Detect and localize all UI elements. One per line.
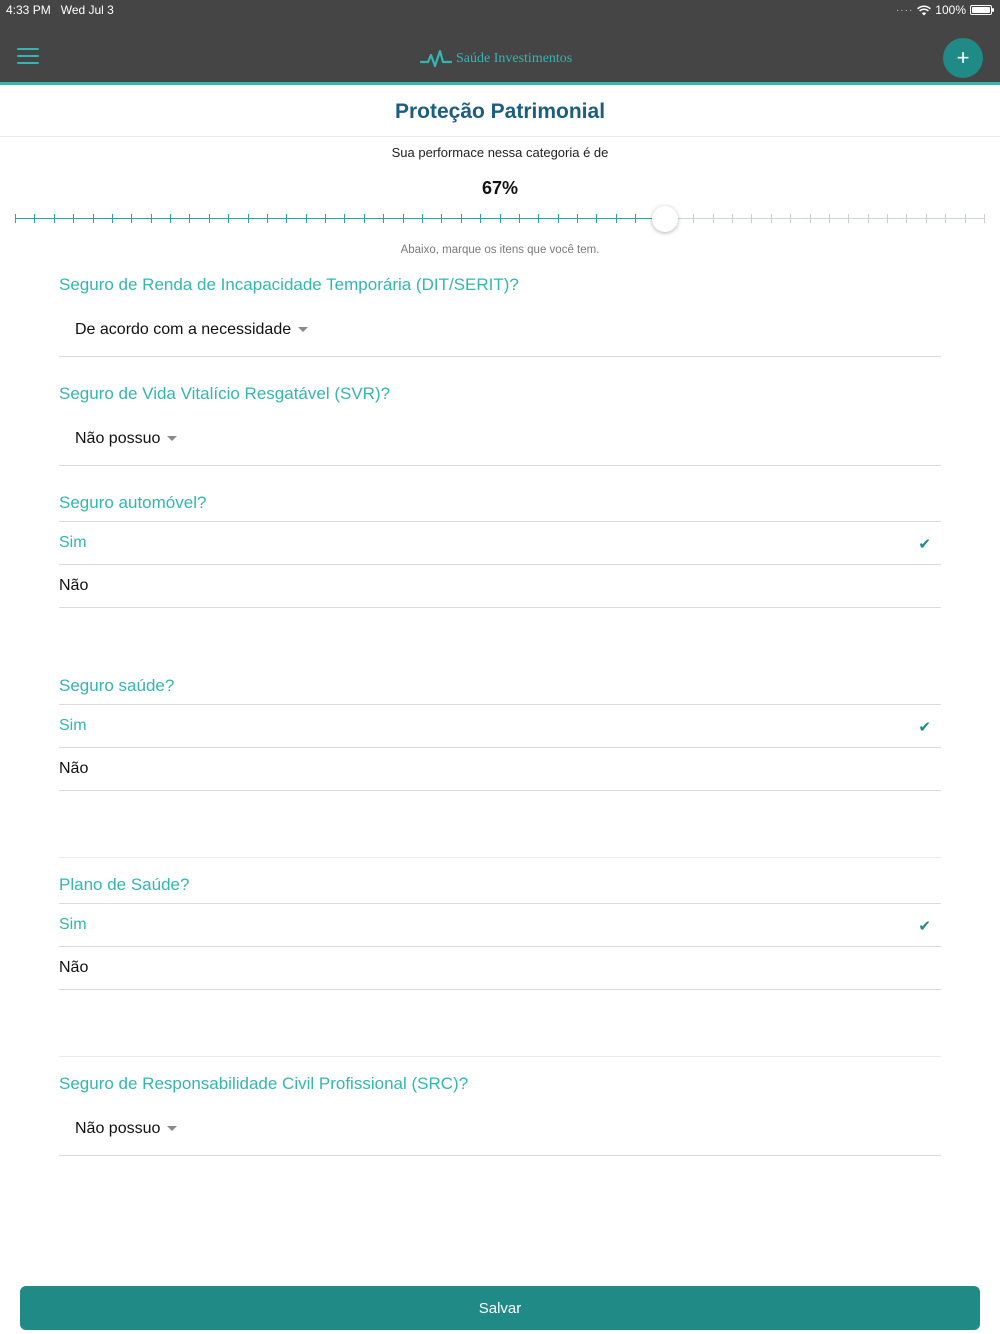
slider-tick	[286, 214, 287, 223]
slider-tick	[751, 214, 752, 223]
slider-tick	[713, 214, 714, 223]
slider-tick	[965, 214, 966, 223]
option-label: Sim	[59, 916, 87, 933]
slider-tick	[538, 214, 539, 223]
instruction-text: Abaixo, marque os itens que você tem.	[400, 244, 600, 256]
slider-tick	[732, 214, 733, 223]
slider-tick	[93, 214, 94, 223]
dropdown-svr[interactable]	[59, 412, 941, 466]
save-button[interactable]	[20, 1286, 980, 1330]
dropdown-value: Não possuo	[75, 429, 161, 447]
section-divider	[59, 857, 941, 858]
status-time-text: 4:33 PM	[6, 3, 51, 17]
slider-tick	[635, 214, 636, 223]
slider-ticks	[15, 214, 985, 223]
question-label: Seguro automóvel?	[59, 493, 207, 512]
dropdown-src[interactable]	[59, 1102, 941, 1156]
slider-tick	[616, 214, 617, 223]
battery-percent: 100%	[935, 3, 966, 17]
slider-tick	[364, 214, 365, 223]
slider-tick	[112, 214, 113, 223]
radio-group	[59, 903, 941, 990]
option-label: Sim	[59, 534, 87, 551]
option-label: Sim	[59, 717, 87, 734]
slider-tick	[926, 214, 927, 223]
slider-tick	[131, 214, 132, 223]
wifi-icon	[917, 5, 931, 16]
slider-tick	[868, 214, 869, 223]
save-button-label: Salvar	[478, 1299, 522, 1317]
option-nao[interactable]	[59, 947, 941, 990]
slider-tick	[422, 214, 423, 223]
battery-icon	[970, 5, 992, 15]
question-dit-serit	[59, 270, 941, 357]
option-label: Não	[59, 959, 89, 976]
question-seguro-automovel	[59, 488, 941, 608]
option-sim[interactable]	[59, 904, 941, 947]
heartbeat-logo-icon	[420, 49, 452, 69]
slider-tick	[945, 214, 946, 223]
question-label: Plano de Saúde?	[59, 875, 190, 894]
checkmark-icon: ✔	[918, 719, 931, 736]
section-divider	[59, 1056, 941, 1057]
option-nao[interactable]	[59, 748, 941, 791]
option-sim[interactable]	[59, 705, 941, 748]
status-indicators	[896, 3, 992, 17]
option-label: Não	[59, 577, 89, 594]
hamburger-menu-icon[interactable]	[17, 48, 39, 64]
dropdown-value: De acordo com a necessidade	[75, 320, 292, 338]
option-label: Não	[59, 760, 89, 777]
slider-tick	[383, 214, 384, 223]
plus-icon: +	[956, 45, 970, 70]
dropdown-dit-serit[interactable]	[59, 303, 941, 357]
question-label: Seguro de Renda de Incapacidade Temporária (DIT/SERIT)?	[59, 275, 519, 294]
slider-tick	[54, 214, 55, 223]
slider-tick	[848, 214, 849, 223]
question-svr	[59, 379, 941, 466]
status-date-text: Wed Jul 3	[60, 3, 114, 17]
option-sim[interactable]	[59, 522, 941, 565]
performance-slider[interactable]	[15, 208, 985, 230]
performance-value: 67%	[481, 178, 519, 198]
slider-tick	[906, 214, 907, 223]
slider-tick	[189, 214, 190, 223]
slider-tick	[887, 214, 888, 223]
dropdown-value: Não possuo	[75, 1119, 161, 1137]
option-nao[interactable]	[59, 565, 941, 608]
slider-tick	[306, 214, 307, 223]
question-label: Seguro saúde?	[59, 676, 175, 695]
slider-tick	[577, 214, 578, 223]
caret-down-icon	[298, 327, 308, 332]
slider-tick	[15, 214, 16, 223]
question-plano-de-saude	[59, 870, 941, 990]
slider-tick	[596, 214, 597, 223]
slider-tick	[248, 214, 249, 223]
slider-tick	[558, 214, 559, 223]
slider-thumb[interactable]	[652, 206, 678, 232]
performance-label: Sua performace nessa categoria é de	[391, 145, 609, 160]
brand-logo	[420, 46, 572, 72]
slider-tick	[984, 214, 985, 223]
status-time	[6, 3, 114, 17]
slider-tick	[790, 214, 791, 223]
slider-tick	[403, 214, 404, 223]
slider-tick	[209, 214, 210, 223]
top-bar	[0, 0, 1000, 82]
slider-tick	[480, 214, 481, 223]
radio-group	[59, 704, 941, 791]
checkmark-icon: ✔	[918, 536, 931, 553]
slider-tick	[151, 214, 152, 223]
slider-tick	[441, 214, 442, 223]
header-accent-line	[0, 82, 1000, 85]
question-label: Seguro de Vida Vitalício Resgatável (SVR)?	[59, 384, 391, 403]
question-label: Seguro de Responsabilidade Civil Profissional (SRC)?	[59, 1074, 469, 1093]
slider-tick	[771, 214, 772, 223]
question-seguro-saude	[59, 671, 941, 791]
question-src	[59, 1069, 941, 1156]
brand-name: Saúde Investimentos	[456, 51, 573, 66]
slider-tick	[461, 214, 462, 223]
caret-down-icon	[167, 1126, 177, 1131]
slider-tick	[810, 214, 811, 223]
slider-tick	[267, 214, 268, 223]
checkmark-icon: ✔	[918, 918, 931, 935]
radio-group	[59, 521, 941, 608]
slider-tick	[344, 214, 345, 223]
slider-tick	[325, 214, 326, 223]
slider-tick	[228, 214, 229, 223]
slider-tick	[34, 214, 35, 223]
caret-down-icon	[167, 436, 177, 441]
slider-tick	[693, 214, 694, 223]
signal-dots-icon: ····	[895, 4, 914, 16]
slider-tick	[519, 214, 520, 223]
add-button[interactable]	[943, 38, 983, 78]
page-title: Proteção Patrimonial	[394, 100, 606, 123]
title-divider	[0, 136, 1000, 137]
slider-tick	[500, 214, 501, 223]
slider-tick	[170, 214, 171, 223]
slider-tick	[73, 214, 74, 223]
slider-tick	[829, 214, 830, 223]
